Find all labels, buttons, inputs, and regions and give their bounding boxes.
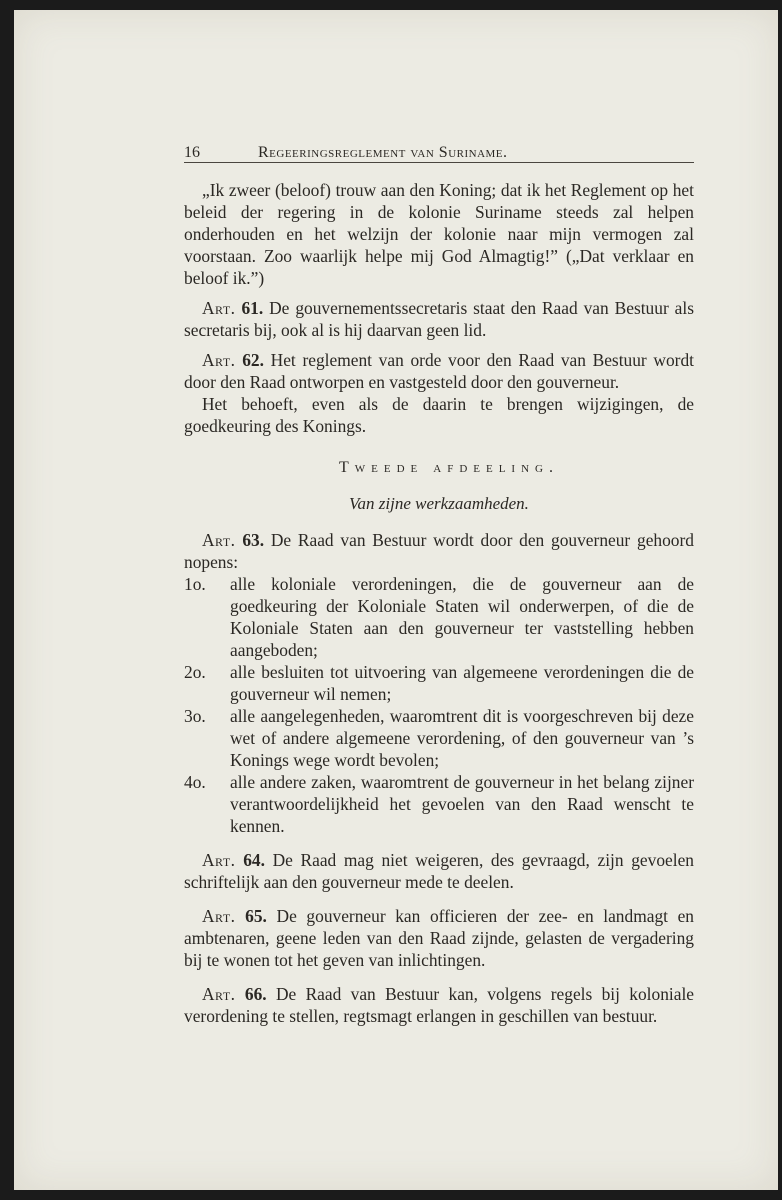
article-number: 65.	[245, 906, 267, 926]
article-number: 61.	[241, 298, 264, 318]
article-text: De gouverneur kan officieren der zee- en landmagt en ambtenaren, geene leden van den Raad zijnde, gelasten de vergadering bij te wonen tot het geven van inlichtingen.	[184, 906, 694, 970]
article-61	[184, 297, 694, 341]
section-subtitle: Van zijne werkzaamheden.	[349, 494, 529, 513]
page-number: 16	[184, 144, 200, 161]
item-text: alle aangelegenheden, waaromtrent dit is voorgeschreven bij deze wet of andere algemeene verordening, of den gouverneur van ’s Konings wege wordt bevolen;	[230, 706, 694, 770]
enumeration-item	[184, 573, 694, 661]
article-63	[184, 529, 694, 573]
article-number: 63.	[242, 530, 265, 550]
item-number: 4o.	[184, 772, 206, 792]
article-text: Het reglement van orde voor den Raad van Bestuur wordt door den Raad ontworpen en vastgesteld door den gouverneur.	[184, 350, 694, 392]
article-text: De Raad van Bestuur wordt door den gouverneur gehoord nopens:	[184, 530, 694, 572]
article-65	[184, 905, 694, 971]
item-number: 2o.	[184, 662, 206, 682]
item-number: 3o.	[184, 706, 206, 726]
article-66	[184, 983, 694, 1027]
header-rule	[184, 162, 694, 163]
item-text: alle andere zaken, waaromtrent de gouverneur in het belang zijner verantwoordelijkheid het gevoelen van den Raad wenscht te kennen.	[230, 772, 694, 836]
enumeration-item	[184, 705, 694, 771]
item-number: 1o.	[184, 574, 206, 594]
running-title: Regeeringsreglement van Suriname.	[258, 144, 508, 161]
article-text: De Raad mag niet weigeren, des gevraagd, zijn gevoelen schriftelijk aan den gouverneur mede te deelen.	[184, 850, 694, 892]
body-text	[184, 179, 694, 1027]
article-number: 66.	[244, 984, 267, 1004]
article-label: Art.	[202, 350, 236, 370]
item-text: alle koloniale verordeningen, die de gouverneur aan de goedkeuring der Koloniale Staten wil onderwerpen, of die de Koloniale Staten aan den gouverneur ter vaststelling hebben aangeboden;	[230, 574, 694, 660]
article-62-second-paragraph: Het behoeft, even als de daarin te brengen wijzigingen, de goedkeuring des Konings.	[184, 394, 694, 436]
section-title: Tweede afdeeling.	[339, 459, 559, 476]
article-label: Art.	[202, 906, 236, 926]
article-number: 64.	[243, 850, 265, 870]
article-text: De Raad van Bestuur kan, volgens regels bij koloniale verordening te stellen, regtsmagt erlangen in geschillen van bestuur.	[184, 984, 694, 1026]
article-text: De gouvernementssecretaris staat den Raad van Bestuur als secretaris bij, ook al is hij daarvan geen lid.	[184, 298, 694, 340]
article-label: Art.	[202, 530, 236, 550]
article-label: Art.	[202, 850, 236, 870]
article-62	[184, 349, 694, 393]
article-number: 62.	[242, 350, 264, 370]
article-label: Art.	[202, 298, 236, 318]
enumeration-item	[184, 661, 694, 705]
enumeration-item	[184, 771, 694, 837]
article-64	[184, 849, 694, 893]
item-text: alle besluiten tot uitvoering van algemeene verordeningen die de gouverneur wil nemen;	[230, 662, 694, 704]
oath-paragraph: „Ik zweer (beloof) trouw aan den Koning; dat ik het Reglement op het beleid der regering in de kolonie Suriname steeds zal helpen onderhouden en het welzijn der kolonie naar mijn vermogen zal voorstaan. Zoo waarlijk helpe mij God Almagtig!” („Dat verklaar en beloof ik.”)	[184, 180, 694, 288]
page-header	[184, 140, 694, 162]
article-label: Art.	[202, 984, 236, 1004]
